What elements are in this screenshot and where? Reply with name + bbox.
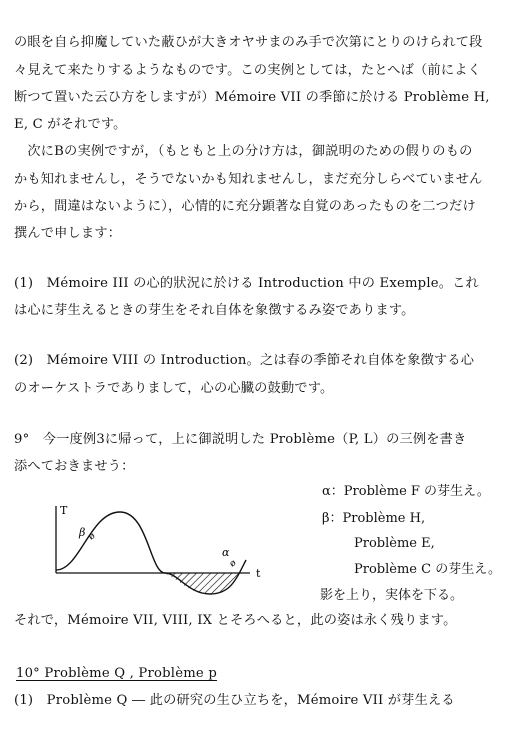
text-line: (1) Mémoire III の心的狀況に於ける Introduction 中の Exemple。これ <box>14 276 479 291</box>
text-line: E, C がそれです。 <box>14 117 127 132</box>
legend-beta-c: Problème C の芽生え。 <box>354 562 501 577</box>
text-line: の眼を自ら抑魔していた蔽ひが大きオヤサまのみ手で次第にとりのけられて段 <box>14 35 483 50</box>
x-axis-label: t <box>256 567 261 580</box>
beta-label: β <box>79 526 86 539</box>
curve-figure <box>50 500 280 595</box>
text-line: のオーケストラでありまして，心の心臓の鼓動です。 <box>14 381 334 396</box>
text-line: (1) Problème Q ― 此の研究の生ひ立ちを，Mémoire VII が芽生える <box>14 693 455 708</box>
text-line: (2) Mémoire VIII の Introduction。之は春の季節それ自体を象徴する心 <box>14 353 475 368</box>
curve-diagram <box>50 500 280 595</box>
text-line: 次にBの実例ですが，（もともと上の分け方は，御説明のための假りのもの <box>14 144 473 159</box>
text-line: 断つて置いた云ひ方をしますが）Mémoire VII の季節に於ける Problème H, <box>14 90 490 105</box>
section-9-heading: 9° 今一度例3に帰って，上に御説明した Problème（P, L）の三例を書き <box>14 432 467 447</box>
y-axis-label: T <box>60 504 68 517</box>
section-10-heading: 10° Problème Q , Problème p <box>16 666 217 681</box>
legend-alpha: α：Problème F の芽生え。 <box>322 484 490 499</box>
text-line: 撰んで申します： <box>14 226 122 241</box>
alpha-marker: ø <box>227 558 239 570</box>
text-line: それで，Mémoire VII, VIII, IX とそろへると，此の姿は永く残ります。 <box>14 613 457 628</box>
text-line: は心に芽生えるときの芽生をそれ自体を象徴するみ姿であります。 <box>14 303 415 318</box>
text-line: かも知れませんし，そうでないかも知れませんし，まだ充分しらべていません <box>14 172 483 187</box>
beta-marker: ø <box>86 531 98 543</box>
legend-note: 影を上り，実体を下る。 <box>320 588 464 603</box>
text-line: 添へておきませう： <box>14 459 135 474</box>
legend-beta: β：Problème H, <box>322 511 426 526</box>
legend-beta-e: Problème E, <box>354 536 435 551</box>
alpha-label: α <box>222 546 230 559</box>
hatched-region <box>160 573 240 594</box>
text-line: 々見えて来たりするようなものです。この実例としては，たとへば（前によく <box>14 63 481 78</box>
text-line: から，間違はないように），心情的に充分顕著な自覚のあったものを二つだけ <box>14 199 476 214</box>
